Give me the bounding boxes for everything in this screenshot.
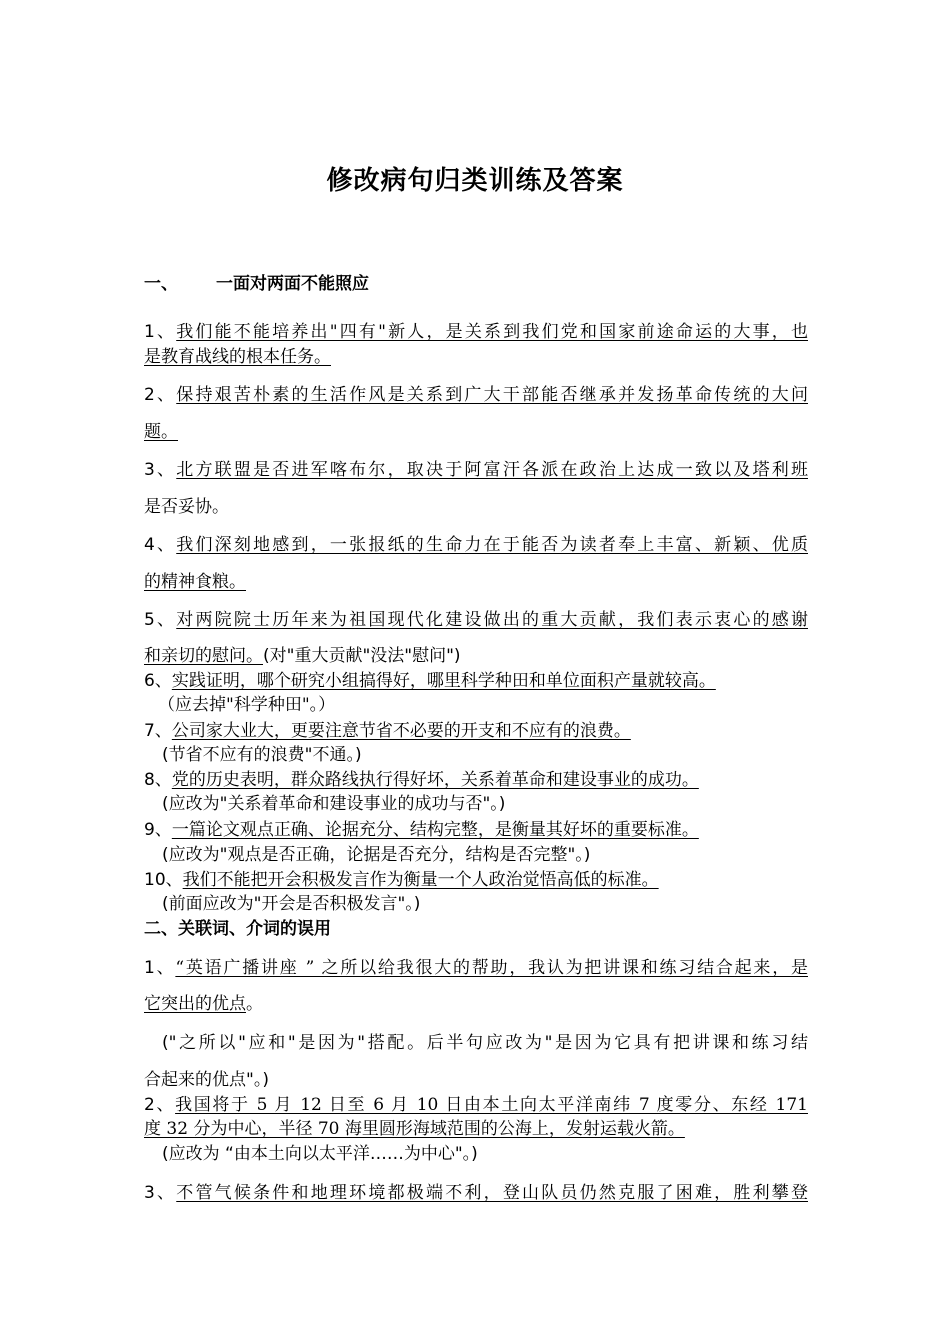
section-1-title: 一面对两面不能照应 [216, 274, 369, 294]
item-7-note: (节省不应有的浪费"不通。) [162, 745, 362, 765]
item-10-line-1: 10、我们不能把开会积极发言作为衡量一个人政治觉悟高低的标准。 [144, 870, 659, 890]
item-5-line-1: 5、对两院院士历年来为祖国现代化建设做出的重大贡献，我们表示衷心的感谢 [144, 610, 808, 630]
s2-item-1-line-2: 它突出的优点。 [144, 994, 263, 1014]
item-8-note: (应改为"关系着革命和建设事业的成功与否"。) [162, 794, 506, 814]
s2-item-2-note: (应改为 “由本土向以太平洋……为中心"。) [162, 1144, 478, 1164]
item-4-line-2: 的精神食粮。 [144, 572, 246, 592]
item-7-text: 公司家大业大，更要注意节省不必要的开支和不应有的浪费。 [171, 721, 631, 741]
item-3-line-2: 是否妥协。 [144, 497, 229, 517]
item-3-line-1: 3、北方联盟是否进军喀布尔，取决于阿富汗各派在政治上达成一致以及塔利班 [144, 460, 808, 480]
item-6-text: 实践证明，哪个研究小组搞得好，哪里科学种田和单位面积产量就较高。 [171, 671, 716, 691]
item-4-line-1: 4、我们深刻地感到，一张报纸的生命力在于能否为读者奉上丰富、新颖、优质 [144, 535, 808, 555]
item-5-note: (对"重大贡献"没法"慰问") [263, 646, 461, 666]
item-9-text: 一篇论文观点正确、论据充分、结构完整，是衡量其好坏的重要标准。 [171, 820, 699, 840]
section-1-heading [144, 272, 808, 296]
item-5-text: 对两院院士历年来为祖国现代化建设做出的重大贡献，我们表示衷心的感谢 [176, 610, 808, 630]
item-6-note: （应去掉"科学种田"。） [158, 695, 336, 715]
item-8-text: 党的历史表明，群众路线执行得好坏，关系着革命和建设事业的成功。 [171, 770, 699, 790]
item-4-text: 我们深刻地感到，一张报纸的生命力在于能否为读者奉上丰富、新颖、优质 [176, 535, 808, 555]
s2-item-1-text: “英语广播讲座 ” 之所以给我很大的帮助，我认为把讲课和练习结合起来，是 [175, 958, 808, 978]
item-9-line-1: 9、一篇论文观点正确、论据充分、结构完整，是衡量其好坏的重要标准。 [144, 820, 699, 840]
item-5-line-2: 和亲切的慰问。(对"重大贡献"没法"慰问") [144, 646, 461, 666]
s2-item-1-note-line-2: 合起来的优点"。) [144, 1070, 269, 1090]
s2-item-1-note-line-1: ("之所以"应和"是因为"搭配。后半句应改为"是因为它具有把讲课和练习结 [162, 1033, 808, 1053]
s2-item-3-text: 不管气候条件和地理环境都极端不利，登山队员仍然克服了困难，胜利攀登 [176, 1183, 808, 1203]
item-6-line-1: 6、实践证明，哪个研究小组搞得好，哪里科学种田和单位面积产量就较高。 [144, 671, 716, 691]
s2-item-2-line-1: 2、我国将于 5 月 12 日至 6 月 10 日由本土向太平洋南纬 7 度零分、东经 171 [144, 1095, 808, 1115]
item-2-text: 保持艰苦朴素的生活作风是关系到广大干部能否继承并发扬革命传统的大问 [176, 385, 808, 405]
item-10-note: (前面应改为"开会是否积极发言"。) [162, 894, 421, 914]
s2-item-2-text: 我国将于 5 月 12 日至 6 月 10 日由本土向太平洋南纬 7 度零分、东经 171 [175, 1095, 808, 1115]
item-9-note: (应改为"观点是否正确，论据是否充分，结构是否完整"。) [162, 845, 591, 865]
s2-item-2-line-2: 度 32 分为中心，半径 70 海里圆形海域范围的公海上，发射运载火箭。 [144, 1119, 685, 1139]
s2-item-3-line-1: 3、不管气候条件和地理环境都极端不利，登山队员仍然克服了困难，胜利攀登 [144, 1183, 808, 1203]
item-8-line-1: 8、党的历史表明，群众路线执行得好坏，关系着革命和建设事业的成功。 [144, 770, 699, 790]
item-1-line-2: 是教育战线的根本任务。 [144, 347, 331, 367]
section-1-number: 一、 [144, 274, 178, 294]
page-title: 修改病句归类训练及答案 [326, 166, 624, 196]
item-3-text: 北方联盟是否进军喀布尔，取决于阿富汗各派在政治上达成一致以及塔利班 [176, 460, 808, 480]
section-2-heading: 二、关联词、介词的误用 [144, 919, 331, 939]
s2-item-1-line-1: 1、“英语广播讲座 ” 之所以给我很大的帮助，我认为把讲课和练习结合起来，是 [144, 958, 808, 978]
item-1-line-1: 1、我们能不能培养出"四有"新人，是关系到我们党和国家前途命运的大事，也 [144, 322, 808, 342]
item-2-line-2: 题。 [144, 422, 178, 442]
item-1-text: 我们能不能培养出"四有"新人，是关系到我们党和国家前途命运的大事，也 [176, 322, 808, 342]
item-7-line-1: 7、公司家大业大，更要注意节省不必要的开支和不应有的浪费。 [144, 721, 631, 741]
item-10-text: 我们不能把开会积极发言作为衡量一个人政治觉悟高低的标准。 [182, 870, 659, 890]
item-2-line-1: 2、保持艰苦朴素的生活作风是关系到广大干部能否继承并发扬革命传统的大问 [144, 385, 808, 405]
